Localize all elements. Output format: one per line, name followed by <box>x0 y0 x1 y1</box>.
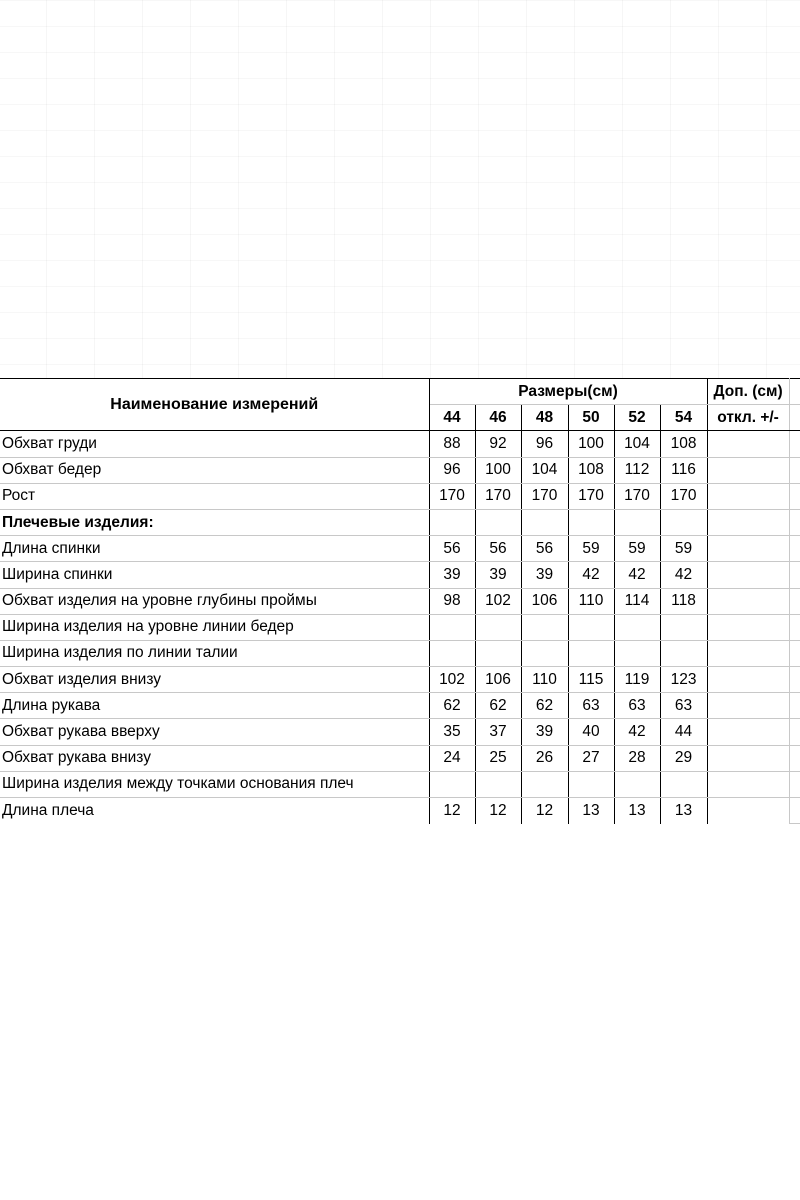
size-header-46: 46 <box>475 405 521 431</box>
measurement-rows <box>0 431 800 824</box>
measurement-value: 27 <box>568 745 614 771</box>
measurement-value: 110 <box>568 588 614 614</box>
measurement-value: 63 <box>568 693 614 719</box>
table-row <box>0 614 800 640</box>
measurement-value: 24 <box>429 745 475 771</box>
measurement-value <box>521 614 568 640</box>
size-chart-sheet <box>0 378 800 824</box>
measurement-label: Обхват изделия внизу <box>0 667 429 693</box>
measurement-value: 108 <box>660 431 707 457</box>
measurement-value <box>614 771 660 797</box>
measurement-value: 39 <box>429 562 475 588</box>
measurement-value: 39 <box>475 562 521 588</box>
measurement-value: 114 <box>614 588 660 614</box>
measurement-value: 42 <box>660 562 707 588</box>
tolerance-cell <box>707 745 789 771</box>
measurement-value: 13 <box>614 798 660 824</box>
measurement-value <box>568 614 614 640</box>
measurement-value: 39 <box>521 719 568 745</box>
tolerance-cell <box>707 483 789 509</box>
measurement-value <box>614 509 660 535</box>
measurement-name-header: Наименование измерений <box>0 379 429 431</box>
measurement-value: 170 <box>475 483 521 509</box>
measurement-value: 102 <box>429 667 475 693</box>
header-row-1 <box>0 379 800 405</box>
measurement-value: 39 <box>521 562 568 588</box>
size-header-50: 50 <box>568 405 614 431</box>
measurement-value: 12 <box>521 798 568 824</box>
measurement-value: 102 <box>475 588 521 614</box>
measurement-value: 13 <box>568 798 614 824</box>
table-row <box>0 771 800 797</box>
measurement-label: Обхват рукава внизу <box>0 745 429 771</box>
measurement-value: 12 <box>429 798 475 824</box>
measurement-value <box>429 614 475 640</box>
measurement-value: 170 <box>429 483 475 509</box>
table-row <box>0 536 800 562</box>
table-row <box>0 745 800 771</box>
measurement-value <box>475 509 521 535</box>
measurement-value: 59 <box>660 536 707 562</box>
table-row <box>0 457 800 483</box>
measurement-value: 96 <box>521 431 568 457</box>
measurement-value <box>521 640 568 666</box>
measurement-value: 28 <box>614 745 660 771</box>
measurement-value <box>568 771 614 797</box>
table-row <box>0 431 800 457</box>
tolerance-cell <box>707 457 789 483</box>
table-row <box>0 509 800 535</box>
measurement-value: 40 <box>568 719 614 745</box>
tolerance-cell <box>707 614 789 640</box>
measurement-label: Длина рукава <box>0 693 429 719</box>
tolerance-cell <box>707 536 789 562</box>
measurement-value <box>521 509 568 535</box>
measurement-value: 170 <box>660 483 707 509</box>
measurement-value: 13 <box>660 798 707 824</box>
measurement-value <box>660 771 707 797</box>
tolerance-cell <box>707 667 789 693</box>
measurement-value: 63 <box>660 693 707 719</box>
table-row <box>0 719 800 745</box>
measurement-label: Ширина спинки <box>0 562 429 588</box>
measurement-value: 115 <box>568 667 614 693</box>
tolerance-cell <box>707 588 789 614</box>
size-header-52: 52 <box>614 405 660 431</box>
table-row <box>0 640 800 666</box>
measurement-value <box>660 509 707 535</box>
measurement-value: 42 <box>614 562 660 588</box>
table-row <box>0 693 800 719</box>
measurement-label: Ширина изделия между точками основания плеч <box>0 771 429 797</box>
measurement-value: 116 <box>660 457 707 483</box>
table-row <box>0 483 800 509</box>
tolerance-cell <box>707 640 789 666</box>
tolerance-cell <box>707 431 789 457</box>
measurement-value: 42 <box>568 562 614 588</box>
measurement-label: Длина спинки <box>0 536 429 562</box>
table-row <box>0 667 800 693</box>
table-row <box>0 562 800 588</box>
measurement-value: 59 <box>614 536 660 562</box>
measurement-value: 42 <box>614 719 660 745</box>
measurement-value <box>614 640 660 666</box>
measurement-value <box>429 509 475 535</box>
measurement-value: 59 <box>568 536 614 562</box>
tolerance-cell <box>707 693 789 719</box>
measurement-value: 98 <box>429 588 475 614</box>
tolerance-header-line1: Доп. (см) <box>707 379 789 405</box>
measurement-value: 170 <box>614 483 660 509</box>
measurement-label: Ширина изделия по линии талии <box>0 640 429 666</box>
measurement-value: 119 <box>614 667 660 693</box>
measurement-value: 118 <box>660 588 707 614</box>
measurement-value: 44 <box>660 719 707 745</box>
tolerance-cell <box>707 562 789 588</box>
tolerance-cell <box>707 509 789 535</box>
measurement-label: Обхват изделия на уровне глубины проймы <box>0 588 429 614</box>
measurement-value: 170 <box>568 483 614 509</box>
measurement-value: 62 <box>429 693 475 719</box>
measurement-value <box>614 614 660 640</box>
tolerance-cell <box>707 719 789 745</box>
measurement-value: 25 <box>475 745 521 771</box>
measurement-value: 35 <box>429 719 475 745</box>
tolerance-header-line2: откл. +/- <box>707 405 789 431</box>
measurement-value <box>429 640 475 666</box>
tolerance-cell <box>707 771 789 797</box>
measurement-value: 100 <box>568 431 614 457</box>
measurement-value <box>660 614 707 640</box>
measurement-value: 63 <box>614 693 660 719</box>
measurement-value: 26 <box>521 745 568 771</box>
measurement-label: Обхват груди <box>0 431 429 457</box>
measurement-value <box>475 640 521 666</box>
measurement-value: 123 <box>660 667 707 693</box>
measurement-value <box>521 771 568 797</box>
measurement-value: 12 <box>475 798 521 824</box>
sizes-header: Размеры(см) <box>429 379 707 405</box>
measurement-value: 170 <box>521 483 568 509</box>
measurement-value: 29 <box>660 745 707 771</box>
measurement-value: 112 <box>614 457 660 483</box>
measurement-value <box>429 771 475 797</box>
measurement-value: 100 <box>475 457 521 483</box>
measurement-value <box>475 771 521 797</box>
measurement-value: 104 <box>521 457 568 483</box>
measurement-label: Обхват рукава вверху <box>0 719 429 745</box>
measurement-value <box>475 614 521 640</box>
measurement-value: 56 <box>521 536 568 562</box>
measurement-value <box>568 640 614 666</box>
measurement-value: 56 <box>429 536 475 562</box>
measurement-value: 37 <box>475 719 521 745</box>
measurement-value: 106 <box>521 588 568 614</box>
measurement-label: Плечевые изделия: <box>0 509 429 535</box>
measurement-value: 56 <box>475 536 521 562</box>
table-row <box>0 588 800 614</box>
measurement-value: 106 <box>475 667 521 693</box>
measurement-value: 96 <box>429 457 475 483</box>
measurement-value: 92 <box>475 431 521 457</box>
tolerance-cell <box>707 798 789 824</box>
measurement-label: Ширина изделия на уровне линии бедер <box>0 614 429 640</box>
measurement-label: Длина плеча <box>0 798 429 824</box>
measurement-value: 62 <box>521 693 568 719</box>
measurement-value: 108 <box>568 457 614 483</box>
measurement-label: Обхват бедер <box>0 457 429 483</box>
size-header-44: 44 <box>429 405 475 431</box>
measurement-value: 62 <box>475 693 521 719</box>
table-row <box>0 798 800 824</box>
measurement-value: 104 <box>614 431 660 457</box>
measurement-value <box>568 509 614 535</box>
faded-background-grid <box>0 0 800 378</box>
measurement-value: 110 <box>521 667 568 693</box>
size-header-54: 54 <box>660 405 707 431</box>
measurement-label: Рост <box>0 483 429 509</box>
measurement-value <box>660 640 707 666</box>
measurement-value: 88 <box>429 431 475 457</box>
size-chart-table <box>0 378 800 824</box>
size-header-48: 48 <box>521 405 568 431</box>
